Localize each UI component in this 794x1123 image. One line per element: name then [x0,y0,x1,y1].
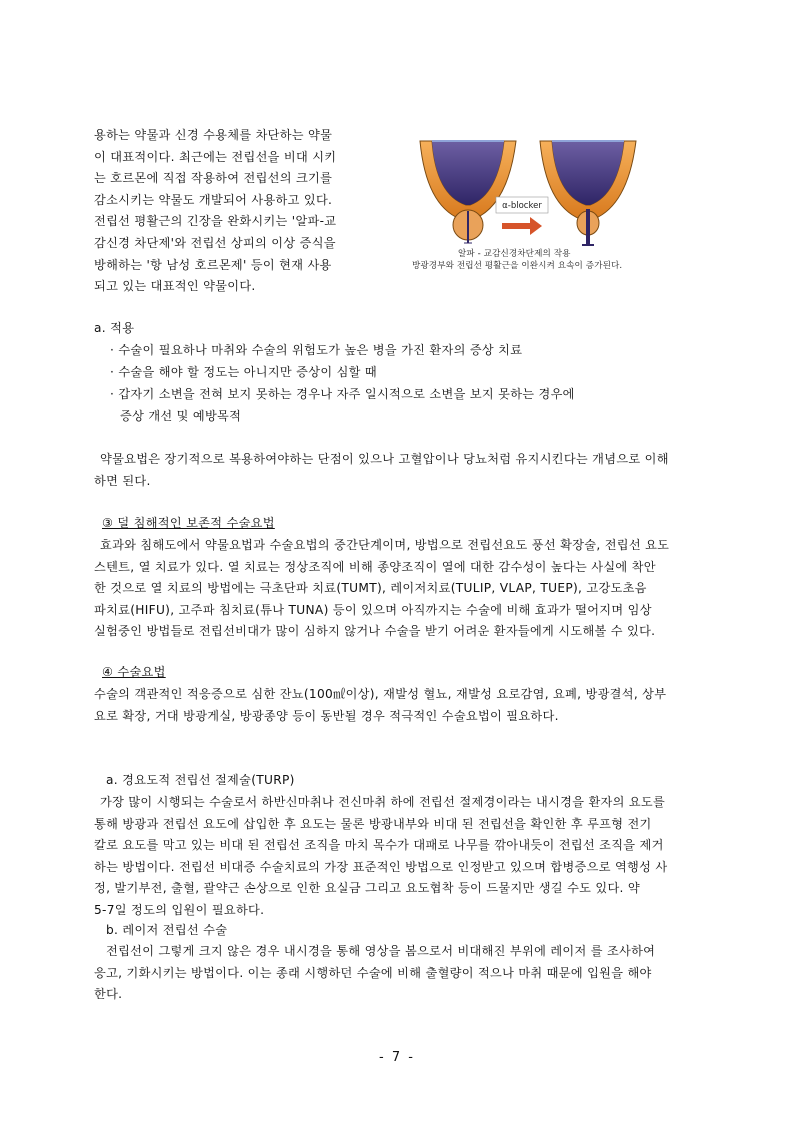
intro-line: 용하는 약물과 신경 수용체를 차단하는 약물 [94,128,333,142]
intro-line: 감소시키는 약물도 개발되어 사용하고 있다. [94,192,333,207]
intro-paragraph [94,125,394,298]
indication-item-continuation: 증상 개선 및 예방목적 [120,409,242,423]
paragraph-line: 약물요법은 장기적으로 복용하여야하는 단점이 있으나 고혈압이나 당뇨처럼 유지시킨다는 개념으로 이해 [100,452,669,466]
page-number: - 7 - [379,1050,415,1065]
intro-line: 는 호르몬에 직접 작용하여 전립선의 크기를 [94,171,333,186]
section4-paragraph [94,684,666,727]
right-arrow-icon [502,217,542,235]
paragraph-line: 정, 발기부전, 출혈, 괄약근 손상으로 인한 요실금 그리고 요도협착 등이 드물지만 생길 수도 있다. 약 [94,881,640,896]
bladder-before-icon [420,141,516,243]
paragraph-line: 가장 많이 시행되는 수술로서 하반신마취나 전신마취 하에 전립선 절제경이라는 내시경을 환자의 요도를 [100,795,666,809]
indication-item: · 갑자기 소변을 전혀 보지 못하는 경우나 자주 일시적으로 소변을 보지 못하는 경우에 [110,387,575,401]
bladder-prostate-illustration [412,127,652,247]
paragraph-line: 수술의 객관적인 적응증으로 심한 잔뇨(100㎖이상), 재발성 혈뇨, 재발성 요로감염, 요폐, 방광결석, 상부 [94,687,667,701]
paragraph-line: 하는 방법이다. 전립선 비대증 수술치료의 가장 표준적인 방법으로 인정받고 있으며 합병증으로 역행성 사 [94,859,668,874]
indication-item-text: 수술을 해야 할 정도는 아니지만 증상이 심할 때 [118,365,377,379]
turp-paragraph [94,792,667,922]
indication-item: · 수술이 필요하나 마취와 수술의 위험도가 높은 병을 가진 환자의 증상 치료 [110,343,523,357]
figure-caption-title: 알파 - 교감신경차단제의 작용 [458,249,571,259]
intro-line: 이 대표적이다. 최근에는 전립선을 비대 시키 [94,149,337,164]
bladder-after-icon [540,141,636,245]
paragraph-line: 실험중인 방법들로 전립선비대가 많이 심하지 않거나 수술을 받기 어려운 환자들에게 시도해볼 수 있다. [94,624,656,639]
paragraph-line: 하면 된다. [94,473,151,488]
paragraph-line: 전립선이 그렇게 크지 않은 경우 내시경을 통해 영상을 봄으로서 비대해진 부위에 레이저 를 조사하여 [106,944,656,958]
paragraph-line: 통해 방광과 전립선 요도에 삽입한 후 요도는 물론 방광내부와 비대 된 전립선을 확인한 후 루프형 전기 [94,816,652,831]
paragraph-line: 파치료(HIFU), 고주파 침치료(튜나 TUNA) 등이 있으며 아직까지는 수술에 비해 효과가 떨어지며 임상 [94,602,652,617]
intro-line: 되고 있는 대표적인 약물이다. [94,279,256,294]
laser-heading: b. 레이저 전립선 수술 [106,923,228,937]
paragraph-line: 요로 확장, 거대 방광게실, 방광종양 등이 동반될 경우 적극적인 수술요법이 필요하다. [94,708,559,723]
paragraph-line: 응고, 기화시키는 방법이다. 이는 종래 시행하던 수술에 비해 출혈량이 적으나 마취 때문에 입원을 해야 [94,965,652,980]
intro-line: 감신경 차단제'와 전립선 상피의 이상 증식을 [94,235,336,250]
turp-heading: a. 경요도적 전립선 절제술(TURP) [106,773,295,787]
arrow-label: α-blocker [502,201,542,211]
indication-item: · 수술을 해야 할 정도는 아니지만 증상이 심할 때 [110,365,377,379]
paragraph-line: 5-7일 정도의 입원이 필요하다. [94,902,265,917]
paragraph-line: 스텐트, 열 치료가 있다. 열 치료는 정상조직에 비해 종양조직이 열에 대한 감수성이 높다는 사실에 착안 [94,559,656,574]
paragraph-line: 칼로 요도를 막고 있는 비대 된 전립선 조직을 마치 목수가 대패로 나무를 깎아내듯이 전립선 조직을 제거 [94,838,664,853]
section4-heading: ④ 수술요법 [102,665,166,679]
paragraph-line: 한 것으로 열 치료의 방법에는 극초단파 치료(TUMT), 레이저치료(TULIP, VLAP, TUEP), 고강도초음 [94,581,647,596]
section3-paragraph [94,535,669,643]
intro-line: 전립선 평활근의 긴장을 완화시키는 '알파-교 [94,214,337,229]
laser-paragraph [94,941,655,1006]
indication-heading: a. 적용 [94,321,135,335]
drug-note-paragraph [94,449,669,492]
paragraph-line: 한다. [94,987,123,1002]
paragraph-line: 효과와 침해도에서 약물요법과 수술요법의 중간단계이며, 방법으로 전립선요도 풍선 확장술, 전립선 요도 [100,538,670,552]
indication-item-text: 갑자기 소변을 전혀 보지 못하는 경우나 자주 일시적으로 소변을 보지 못하는 경우에 [118,387,575,401]
alpha-blocker-figure [412,127,652,277]
figure-caption-text: 방광경부와 전립선 평활근을 이완시켜 요속이 증가된다. [412,261,623,271]
indication-item-text: 수술이 필요하나 마취와 수술의 위험도가 높은 병을 가진 환자의 증상 치료 [118,343,523,357]
section3-heading: ③ 덜 침해적인 보존적 수술요법 [102,516,275,530]
intro-line: 방해하는 '항 남성 호르몬제' 등이 현재 사용 [94,257,332,272]
